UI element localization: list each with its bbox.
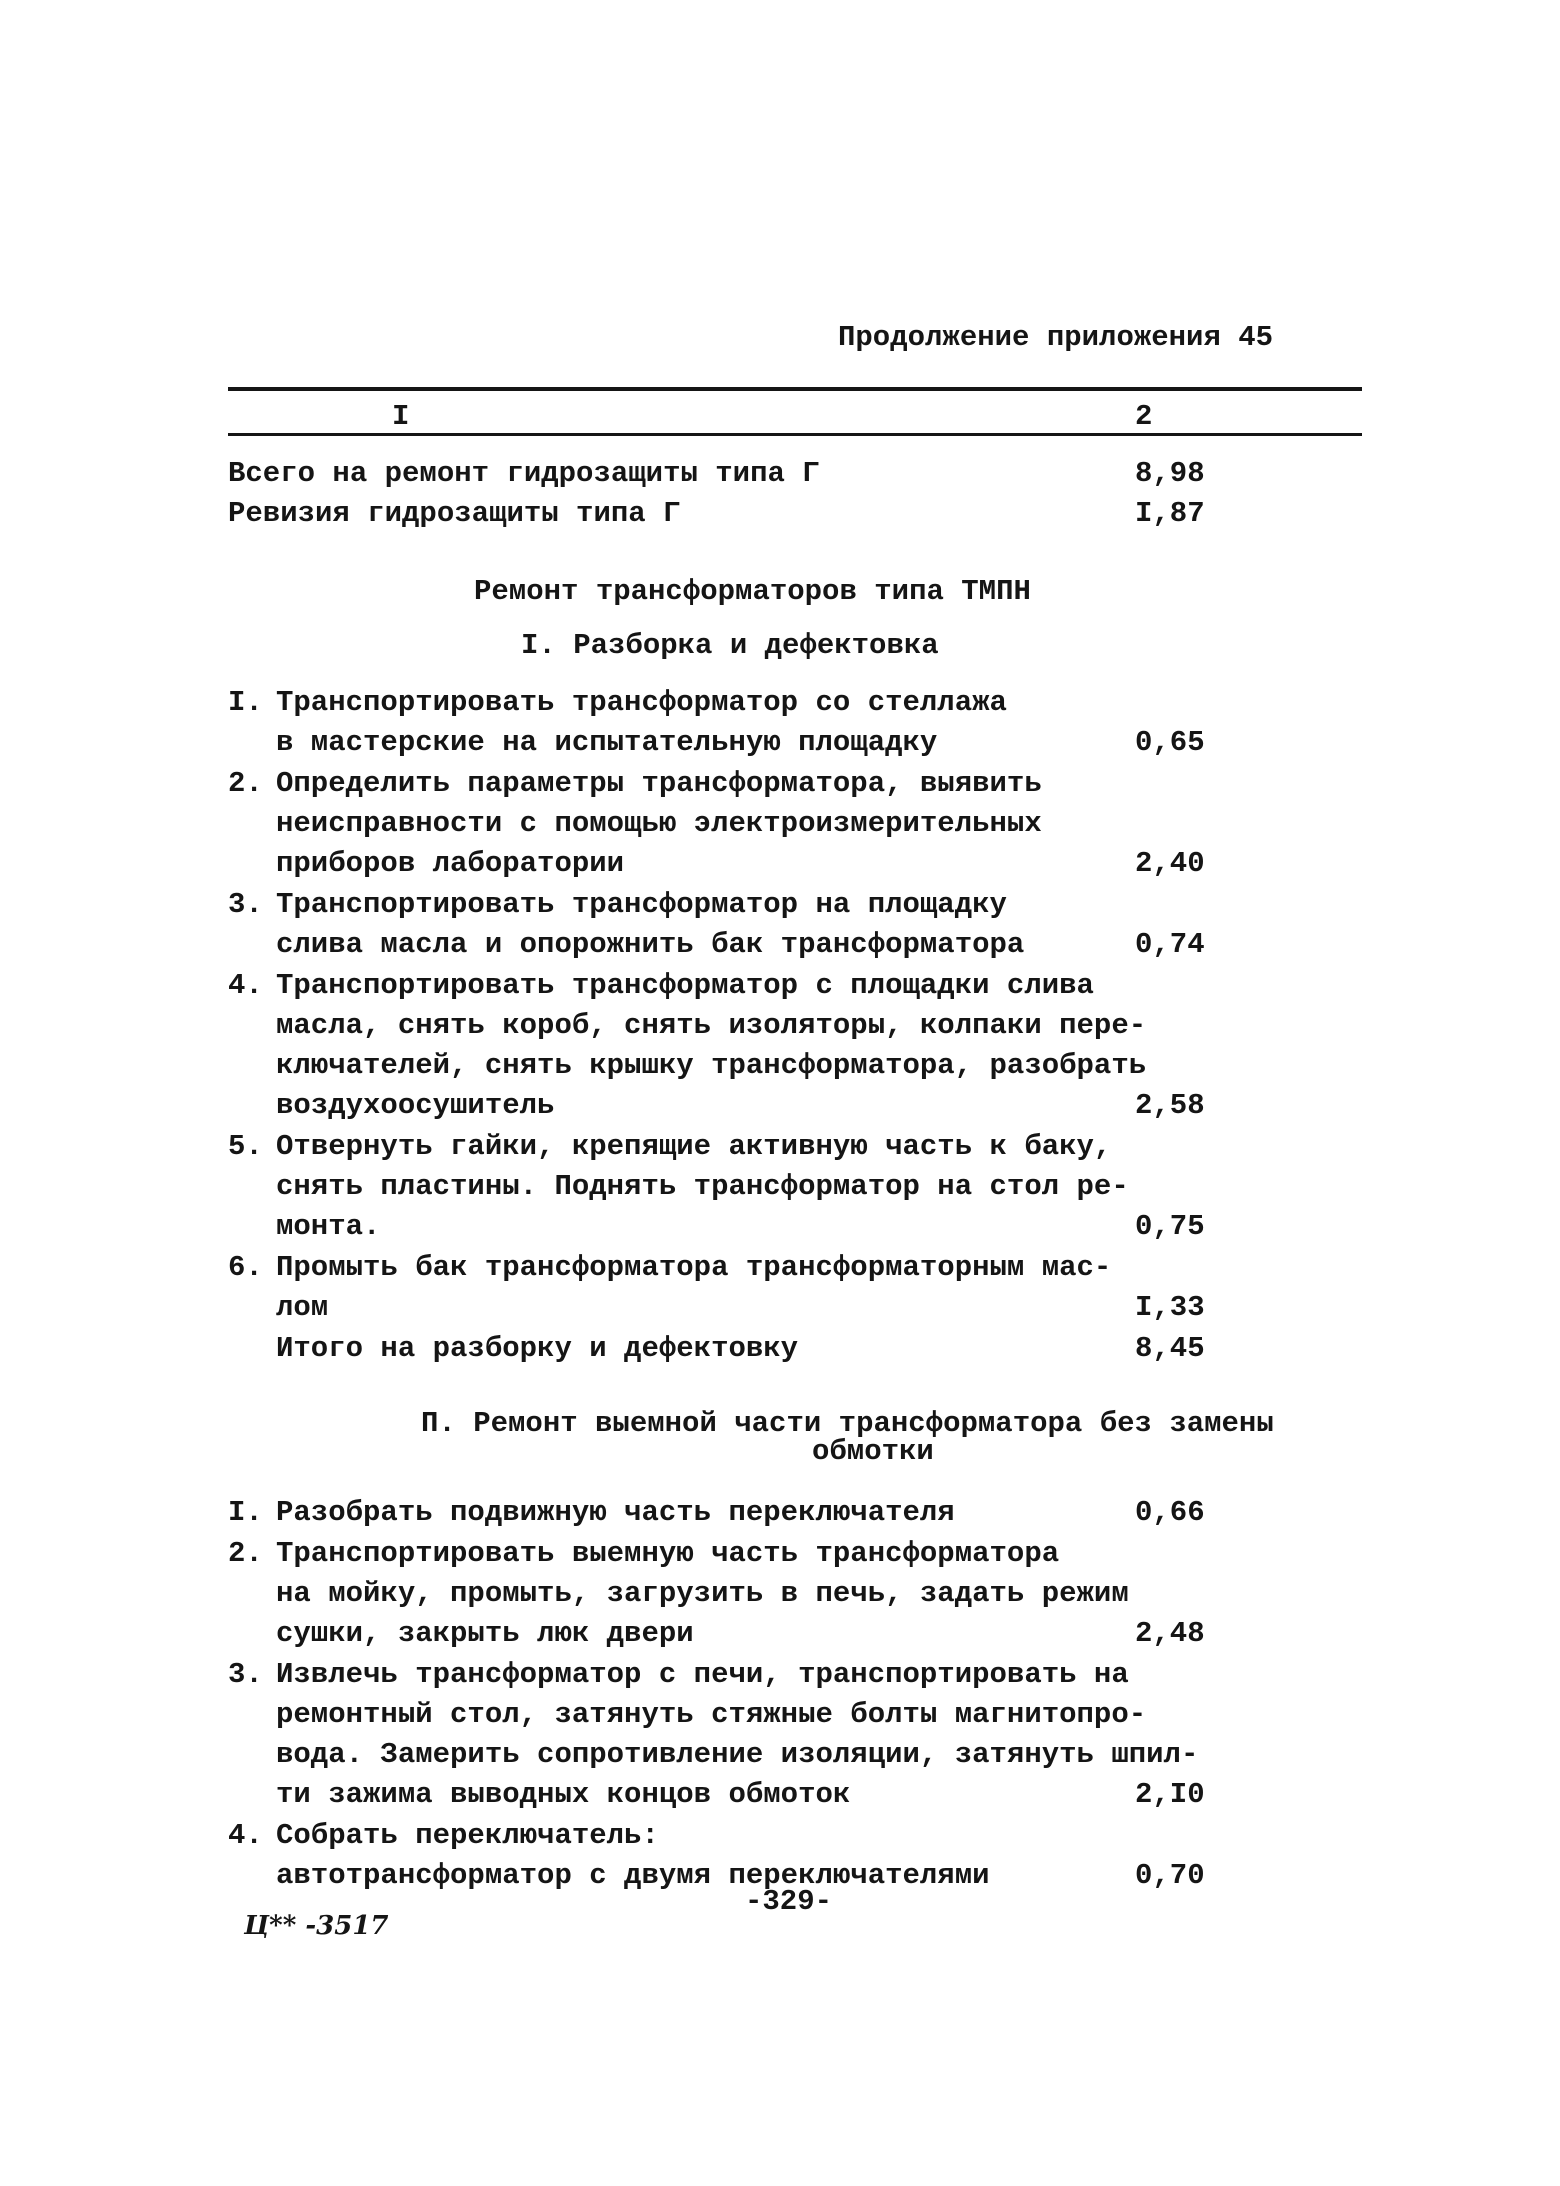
item-text-line: Извлечь трансформатор с печи, транспортировать на <box>276 1658 1129 1691</box>
item-text-line: ти зажима выводных концов обмоток <box>276 1778 851 1811</box>
item-value: 0,75 <box>1135 1210 1205 1243</box>
item-text-line: лом <box>276 1291 329 1324</box>
archive-stamp: Ц** -3517 <box>244 1911 389 1941</box>
item-number: 5. <box>228 1130 263 1163</box>
item-text-line: приборов лаборатории <box>276 847 625 880</box>
part2-title-line2: обмотки <box>812 1435 934 1468</box>
item-text-line: ключателей, снять крышку трансформатора, разобрать <box>276 1049 1147 1082</box>
item-value: 2,48 <box>1135 1617 1205 1650</box>
item-text-line: Транспортировать трансформатор на площадку <box>276 888 1007 921</box>
item-text-line: автотрансформатор с двумя переключателями <box>276 1859 990 1892</box>
item-text-line: неисправности с помощью электроизмерительных <box>276 807 1042 840</box>
item-value: 2,40 <box>1135 847 1205 880</box>
item-text-line: Собрать переключатель: <box>276 1819 659 1852</box>
part1-total-value: 8,45 <box>1135 1332 1205 1365</box>
item-value: 0,74 <box>1135 928 1205 961</box>
part1-title: I. Разборка и дефектовка <box>521 629 939 662</box>
item-value: 0,65 <box>1135 726 1205 759</box>
item-text-line: Транспортировать выемную часть трансформатора <box>276 1537 1060 1570</box>
item-value: 2,58 <box>1135 1089 1205 1122</box>
item-text-line: Транспортировать трансформатор со стеллажа <box>276 686 1007 719</box>
item-value: I,33 <box>1135 1291 1205 1324</box>
item-text-line: монта. <box>276 1210 381 1243</box>
item-number: 6. <box>228 1251 263 1284</box>
item-number: 4. <box>228 1819 263 1852</box>
summary-value: 8,98 <box>1135 457 1205 490</box>
item-text-line: Разобрать подвижную часть переключателя <box>276 1496 955 1529</box>
summary-label: Всего на ремонт гидрозащиты типа Г <box>228 457 820 490</box>
item-text-line: воздухоосушитель <box>276 1089 555 1122</box>
item-text-line: Отвернуть гайки, крепящие активную часть к баку, <box>276 1130 1112 1163</box>
item-text-line: ремонтный стол, затянуть стяжные болты магнитопро- <box>276 1698 1147 1731</box>
table-top-rule <box>228 387 1362 391</box>
summary-label: Ревизия гидрозащиты типа Г <box>228 497 681 530</box>
item-text-line: Определить параметры трансформатора, выявить <box>276 767 1042 800</box>
item-value: 2,I0 <box>1135 1778 1205 1811</box>
item-text-line: сушки, закрыть люк двери <box>276 1617 694 1650</box>
item-value: 0,66 <box>1135 1496 1205 1529</box>
item-number: 2. <box>228 1537 263 1570</box>
item-text-line: на мойку, промыть, загрузить в печь, задать режим <box>276 1577 1129 1610</box>
part1-total-label: Итого на разборку и дефектовку <box>276 1332 799 1365</box>
item-text-line: слива масла и опорожнить бак трансформатора <box>276 928 1025 961</box>
column-header-1: I <box>392 400 410 433</box>
item-number: 3. <box>228 888 263 921</box>
part2-title-line1: П. Ремонт выемной части трансформатора без замены <box>421 1407 1274 1440</box>
page-number: -329- <box>745 1885 833 1918</box>
column-header-2: 2 <box>1135 400 1153 433</box>
item-text-line: в мастерские на испытательную площадку <box>276 726 938 759</box>
item-number: I. <box>228 686 263 719</box>
item-number: 4. <box>228 969 263 1002</box>
item-number: 3. <box>228 1658 263 1691</box>
item-text-line: масла, снять короб, снять изоляторы, колпаки пере- <box>276 1009 1147 1042</box>
item-number: I. <box>228 1496 263 1529</box>
summary-value: I,87 <box>1135 497 1205 530</box>
item-value: 0,70 <box>1135 1859 1205 1892</box>
item-text-line: вода. Замерить сопротивление изоляции, затянуть шпил- <box>276 1738 1199 1771</box>
continuation-header: Продолжение приложения 45 <box>838 321 1274 354</box>
item-text-line: Транспортировать трансформатор с площадки слива <box>276 969 1094 1002</box>
item-text-line: снять пластины. Поднять трансформатор на стол ре- <box>276 1170 1129 1203</box>
item-number: 2. <box>228 767 263 800</box>
section-title: Ремонт трансформаторов типа ТМПН <box>474 575 1031 608</box>
item-text-line: Промыть бак трансформатора трансформаторным мас- <box>276 1251 1112 1284</box>
